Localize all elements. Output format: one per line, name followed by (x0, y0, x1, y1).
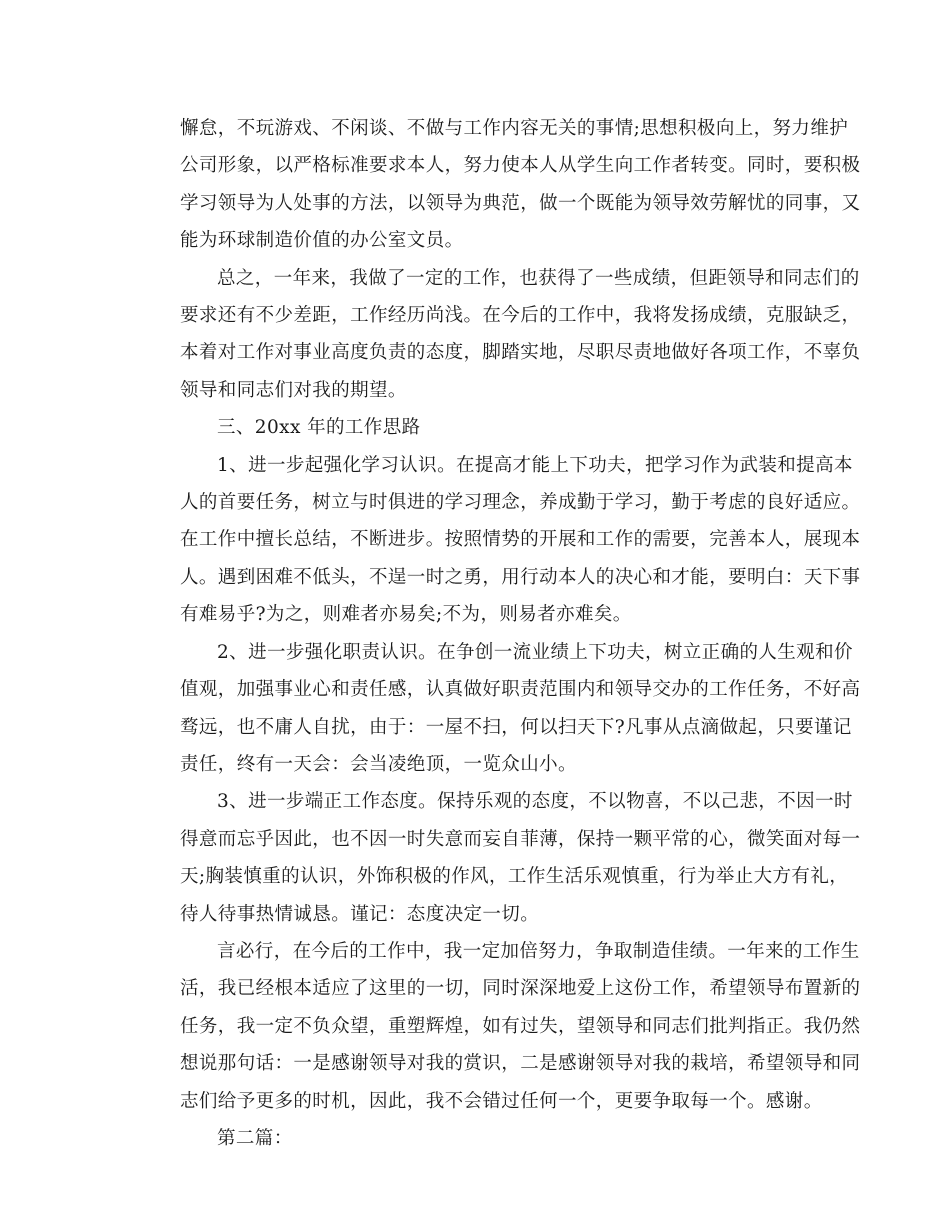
text-line: 学习领导为人处事的方法，以领导为典范，做一个既能为领导效劳解忧的同事，又 (180, 192, 861, 214)
text-line: 言必行，在今后的工作中，我一定加倍努力，争取制造佳绩。一年来的工作生 (217, 940, 860, 962)
text-line: 能为环球制造价值的办公室文员。 (180, 230, 464, 252)
text-line: 总之，一年来，我做了一定的工作，也获得了一些成绩，但距领导和同志们的 (217, 267, 860, 289)
text-line: 骛远，也不庸人自扰，由于：一屋不扫，何以扫天下?凡事从点滴做起，只要谨记 (180, 716, 852, 738)
section-label-second (143, 1120, 813, 1157)
text-line: 在工作中擅长总结，不断进步。按照情势的开展和工作的需要，完善本人，展现本 (180, 529, 861, 551)
text-line: 人的首要任务，树立与时俱进的学习理念，养成勤于学习，勤于考虑的良好适应。 (180, 492, 861, 514)
document-body (143, 110, 861, 1157)
text-line: 天;胸装慎重的认识，外饰积极的作风，工作生活乐观慎重，行为举止大方有礼， (180, 866, 849, 888)
text-line: 人。遇到困难不低头，不逞一时之勇，用行动本人的决心和才能，要明白：天下事 (180, 566, 861, 588)
text-line: 公司形象，以严格标准要求本人，努力使本人从学生向工作者转变。同时，要积极 (180, 155, 861, 177)
text-line: 想说那句话：一是感谢领导对我的赏识，二是感谢领导对我的栽培，希望领导和同 (180, 1053, 861, 1075)
paragraph-item-3 (143, 783, 861, 933)
paragraph-item-2 (143, 634, 861, 784)
text-line: 三、20xx 年的工作思路 (217, 417, 421, 439)
text-line: 懈怠，不玩游戏、不闲谈、不做与工作内容无关的事情;思想积极向上，努力维护 (180, 118, 849, 139)
text-line: 3、进一步端正工作态度。保持乐观的态度，不以物喜，不以己悲，不因一时 (217, 791, 853, 813)
text-line: 领导和同志们对我的期望。 (180, 379, 407, 401)
text-line: 值观，加强事业心和责任感，认真做好职责范围内和领导交办的工作任务，不好高 (180, 679, 861, 701)
text-line: 待人待事热情诚恳。谨记：态度决定一切。 (180, 903, 540, 925)
text-line: 1、进一步起强化学习认识。在提高才能上下功夫，把学习作为武装和提高本 (217, 454, 853, 476)
paragraph-continuation (143, 110, 861, 260)
paragraph-item-1 (143, 447, 861, 634)
section-heading (143, 409, 813, 446)
text-line: 第二篇： (217, 1127, 293, 1149)
paragraph-closing (143, 933, 861, 1120)
text-line: 2、进一步强化职责认识。在争创一流业绩上下功夫，树立正确的人生观和价 (217, 641, 853, 663)
text-line: 得意而忘乎因此，也不因一时失意而妄自菲薄，保持一颗平常的心，微笑面对每一 (180, 828, 861, 850)
text-line: 本着对工作对事业高度负责的态度，脚踏实地，尽职尽责地做好各项工作，不辜负 (180, 342, 861, 364)
paragraph-summary (143, 260, 861, 410)
text-line: 责任，终有一天会：会当凌绝顶，一览众山小。 (180, 753, 577, 775)
text-line: 有难易乎?为之，则难者亦易矣;不为，则易者亦难矣。 (180, 604, 632, 626)
text-line: 活，我已经根本适应了这里的一切，同时深深地爱上这份工作，希望领导布置新的 (180, 978, 861, 1000)
text-line: 要求还有不少差距，工作经历尚浅。在今后的工作中，我将发扬成绩，克服缺乏， (180, 305, 861, 327)
text-line: 志们给予更多的时机，因此，我不会错过任何一个，更要争取每一个。感谢。 (180, 1090, 823, 1112)
text-line: 任务，我一定不负众望，重塑辉煌，如有过失，望领导和同志们批判指正。我仍然 (180, 1015, 861, 1037)
